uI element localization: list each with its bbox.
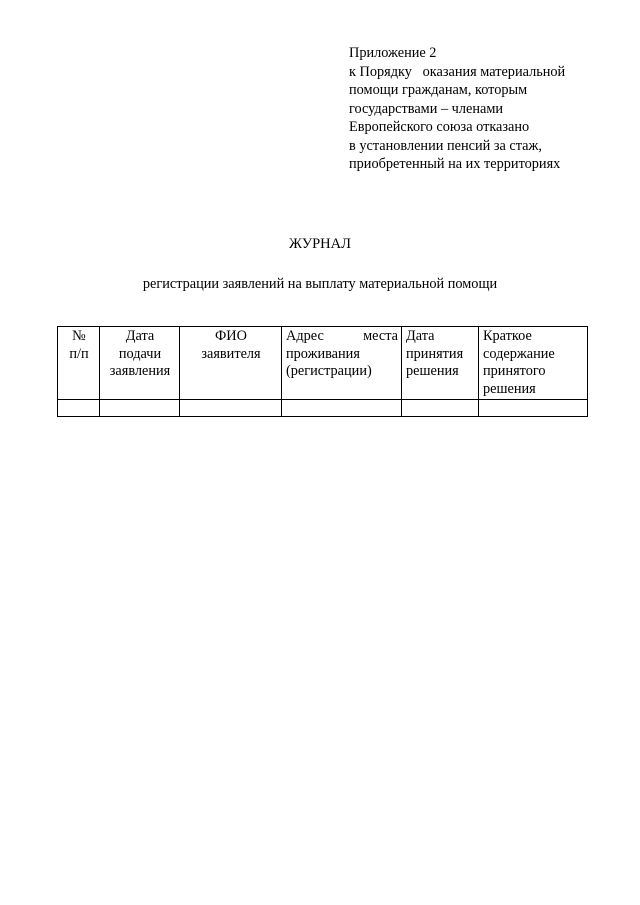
header-number xyxy=(58,327,100,400)
table-row xyxy=(58,400,588,417)
header-line: ФИО xyxy=(215,328,247,344)
appendix-line: государствами – членами xyxy=(349,100,504,117)
appendix-line: приобретенный на их территориях xyxy=(349,156,561,172)
header-line: решения xyxy=(483,380,536,397)
header-line: Дата xyxy=(406,328,435,344)
header-line: подачи xyxy=(118,345,162,362)
registration-journal-table xyxy=(57,326,588,417)
header-date-submitted xyxy=(100,327,180,400)
header-decision-date xyxy=(402,327,479,400)
header-line: заявителя xyxy=(201,345,261,362)
appendix-line: помощи гражданам, которым xyxy=(349,82,528,98)
appendix-line: Приложение 2 xyxy=(349,45,437,61)
appendix-line: в установлении пенсий за стаж, xyxy=(349,137,542,154)
document-subtitle: регистрации заявлений на выплату материальной помощи xyxy=(142,276,498,292)
header-word: Адрес xyxy=(286,328,324,344)
table-cell xyxy=(282,400,402,417)
header-applicant-name xyxy=(180,327,282,400)
header-line: п/п xyxy=(69,345,89,362)
header-line: № xyxy=(72,328,86,344)
header-line: решения xyxy=(406,363,459,379)
header-address xyxy=(282,327,402,400)
header-line: заявления xyxy=(109,363,171,379)
table-cell xyxy=(58,400,100,417)
header-decision-summary xyxy=(479,327,588,400)
table-cell xyxy=(479,400,588,417)
header-line: принятого xyxy=(483,363,546,379)
header-line xyxy=(286,328,398,346)
document-title: ЖУРНАЛ xyxy=(289,236,351,252)
header-line: Дата xyxy=(125,328,155,344)
appendix-header xyxy=(349,44,599,174)
appendix-line: к Порядку оказания материальной xyxy=(349,63,566,80)
table-cell xyxy=(100,400,180,417)
header-line: содержание xyxy=(483,345,555,362)
table-cell xyxy=(180,400,282,417)
appendix-line: Европейского союза отказано xyxy=(349,119,530,135)
header-line: принятия xyxy=(406,345,464,362)
header-word: места xyxy=(363,328,398,344)
header-line: Краткое xyxy=(483,328,532,344)
header-line: проживания xyxy=(286,345,360,362)
table-cell xyxy=(402,400,479,417)
header-line: (регистрации) xyxy=(286,363,372,379)
table-header-row xyxy=(58,327,588,400)
